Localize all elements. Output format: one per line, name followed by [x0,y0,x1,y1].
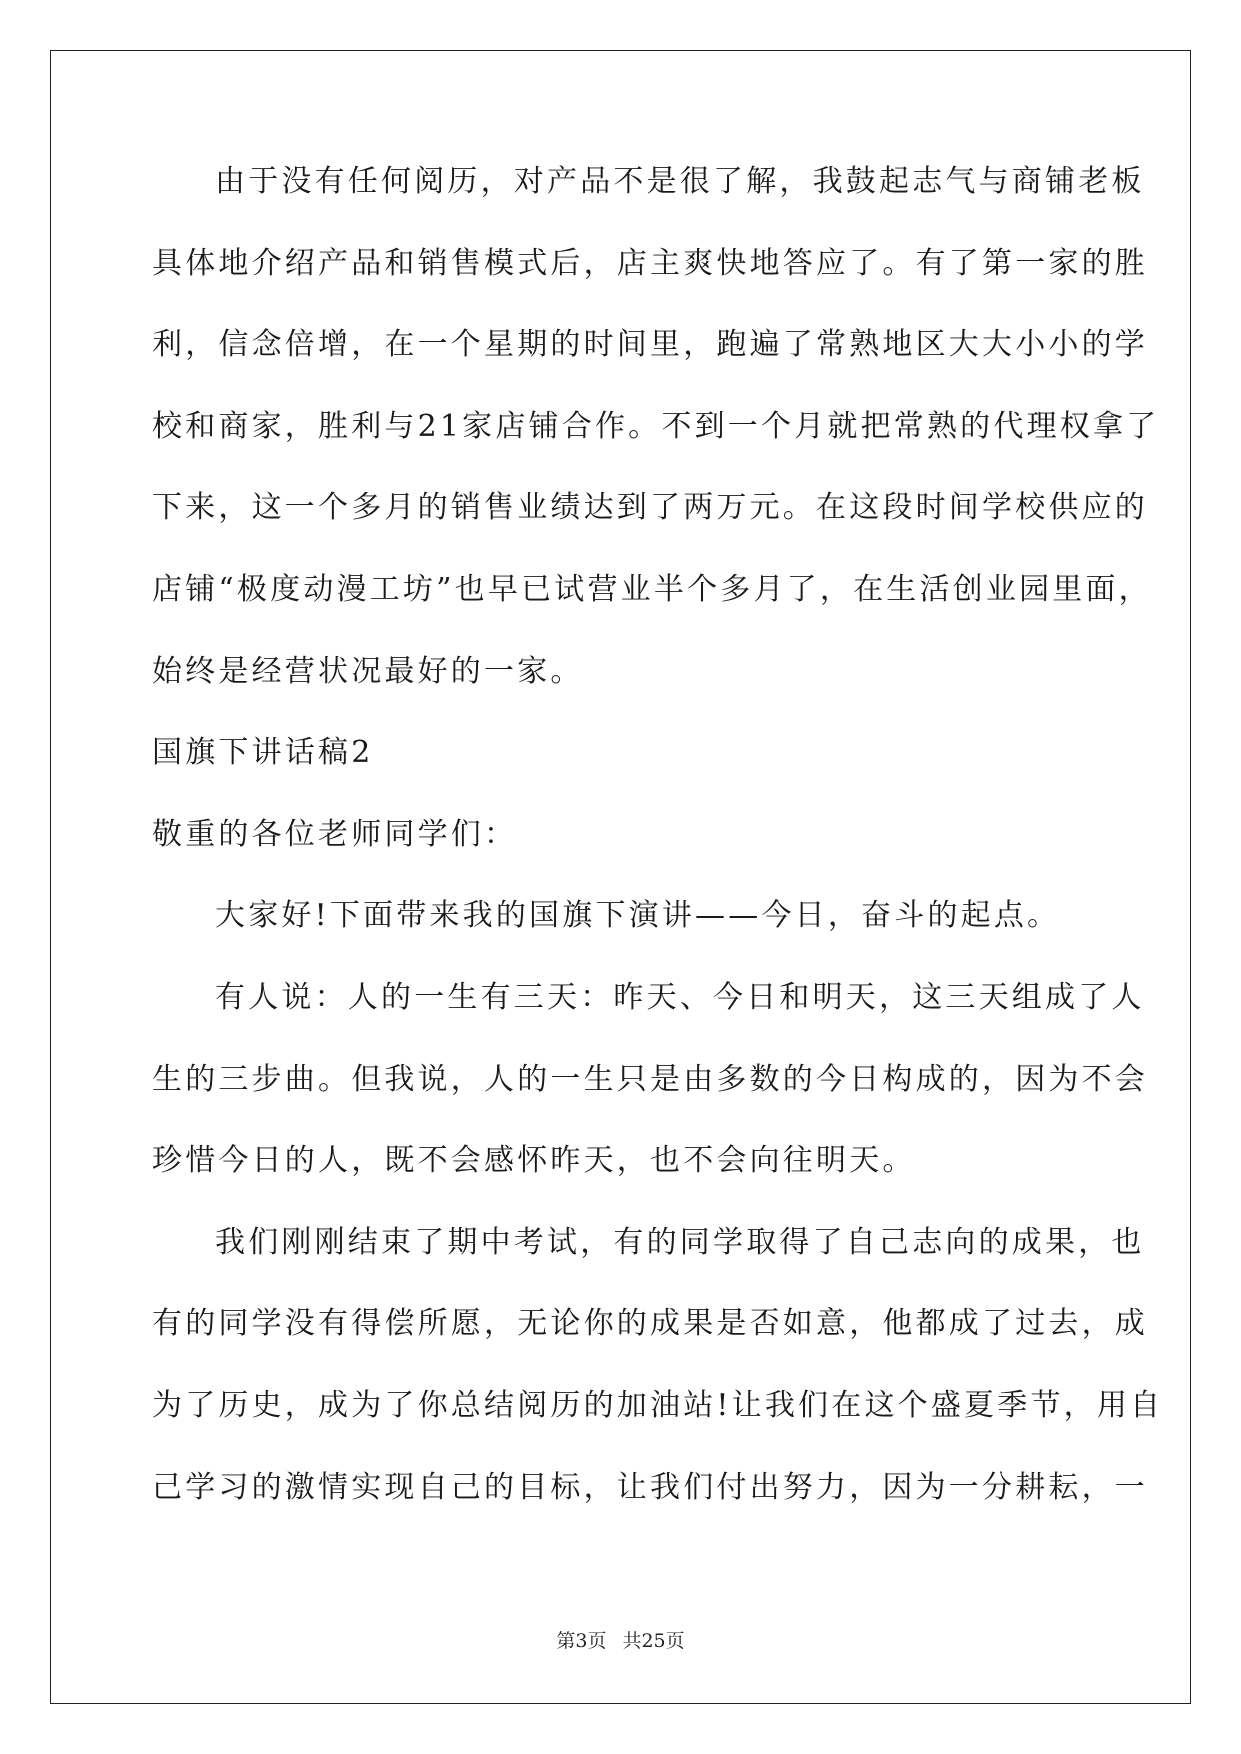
document-body [152,160,1164,1547]
body-line-14: 我们刚刚结束了期中考试，有的同学取得了自己志向的成果，也 [215,1224,1145,1260]
body-line-2: 具体地介绍产品和销售模式后，店主爽快地答应了。有了第一家的胜 [152,245,1148,281]
body-line-11: 有人说：人的一生有三天：昨天、今日和明天，这三天组成了人 [215,979,1145,1015]
body-line-5: 下来，这一个多月的销售业绩达到了两万元。在这段时间学校供应的 [152,490,1148,526]
body-line-3: 利，信念倍增，在一个星期的时间里，跑遍了常熟地区大大小小的学 [152,327,1148,363]
body-line-15: 有的同学没有得偿所愿，无论你的成果是否如意，他都成了过去，成 [152,1306,1148,1342]
body-line-1: 由于没有任何阅历，对产品不是很了解，我鼓起志气与商铺老板 [215,164,1145,199]
total-pages: 共25页 [622,1630,685,1652]
salutation: 敬重的各位老师同学们： [152,816,518,852]
body-line-12: 生的三步曲。但我说，人的一生只是由多数的今日构成的，因为不会 [152,1061,1148,1097]
current-page-number: 第3页 [556,1630,607,1652]
body-line-17: 己学习的激情实现自己的目标，让我们付出努力，因为一分耕耘，一 [152,1469,1148,1505]
body-line-6: 店铺“极度动漫工坊”也早已试营业半个多月了，在生活创业园里面， [152,571,1152,607]
body-line-10: 大家好!下面带来我的国旗下演讲——今日，奋斗的起点。 [215,898,1061,934]
section-heading: 国旗下讲话稿2 [152,735,374,771]
page-footer [0,1626,1241,1653]
body-line-13: 珍惜今日的人，既不会感怀昨天，也不会向往明天。 [152,1143,916,1179]
body-line-7: 始终是经营状况最好的一家。 [152,653,584,689]
body-line-4: 校和商家，胜利与21家店铺合作。不到一个月就把常熟的代理权拿了 [152,408,1160,444]
body-line-16: 为了历史，成为了你总结阅历的加油站!让我们在这个盛夏季节，用自 [152,1387,1164,1423]
